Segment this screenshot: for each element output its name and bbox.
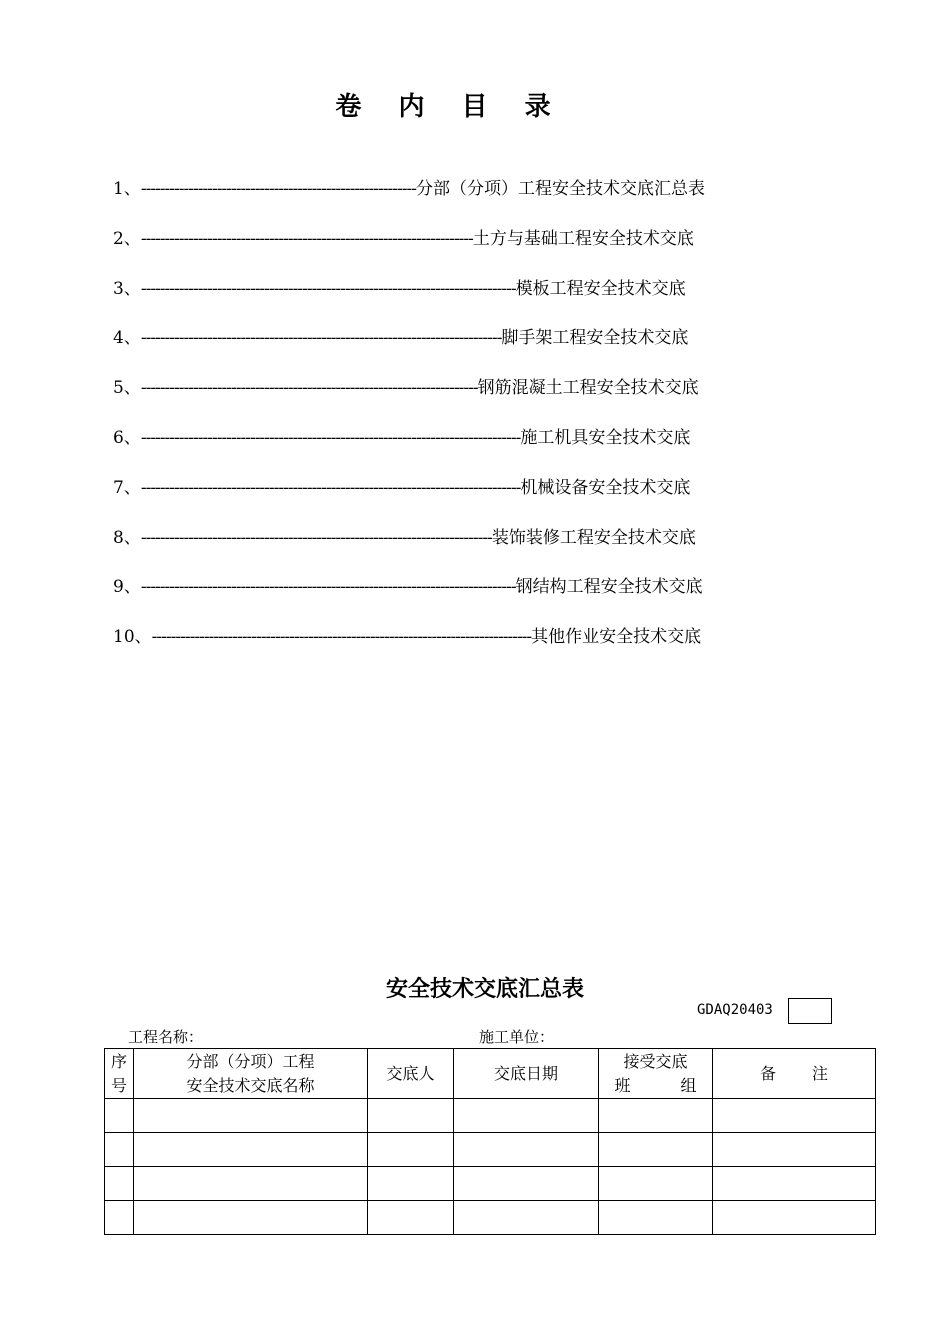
table-cell[interactable] xyxy=(134,1201,368,1235)
toc-item: 9、-------------------------------------------------------------------------------钢结构工程安全技术交底 xyxy=(113,577,703,597)
table-row xyxy=(105,1167,876,1201)
table-cell[interactable] xyxy=(599,1201,713,1235)
toc-item: 10、--------------------------------------------------------------------------------其他作业安全技术交底 xyxy=(113,627,702,647)
toc-item: 2、----------------------------------------------------------------------土方与基础工程安全技术交底 xyxy=(113,229,694,249)
table-cell[interactable] xyxy=(454,1133,599,1167)
table-cell[interactable] xyxy=(105,1133,134,1167)
toc-item: 5、-----------------------------------------------------------------------钢筋混凝土工程安全技术交底 xyxy=(113,378,699,398)
table-cell[interactable] xyxy=(454,1201,599,1235)
header-remark: 备 注 xyxy=(713,1049,876,1099)
table-cell[interactable] xyxy=(368,1167,454,1201)
form-code: GDAQ20403 xyxy=(697,1002,773,1018)
project-name-label: 工程名称： xyxy=(128,1028,204,1046)
toc-item: 3、-------------------------------------------------------------------------------模板工程安全技术交底 xyxy=(113,279,686,299)
header-team: 接受交底 班 组 xyxy=(599,1049,713,1099)
toc-item: 1、----------------------------------------------------------分部（分项）工程安全技术交底汇总表 xyxy=(113,179,705,199)
table-cell[interactable] xyxy=(134,1133,368,1167)
table-header-row xyxy=(105,1049,876,1099)
header-seq: 序 号 xyxy=(105,1049,134,1099)
table-cell[interactable] xyxy=(368,1099,454,1133)
table-cell[interactable] xyxy=(368,1133,454,1167)
table-cell[interactable] xyxy=(599,1167,713,1201)
table-cell[interactable] xyxy=(368,1201,454,1235)
table-cell[interactable] xyxy=(713,1133,876,1167)
toc-item: 7、--------------------------------------------------------------------------------机械设备安全技术交底 xyxy=(113,478,691,498)
table-cell[interactable] xyxy=(134,1167,368,1201)
table-cell[interactable] xyxy=(134,1099,368,1133)
summary-table-title: 安全技术交底汇总表 xyxy=(385,976,584,1002)
page-title: 卷 内 目 录 xyxy=(335,92,565,122)
table-cell[interactable] xyxy=(713,1167,876,1201)
table-cell[interactable] xyxy=(713,1099,876,1133)
table-row xyxy=(105,1133,876,1167)
form-code-box[interactable] xyxy=(788,998,832,1024)
construction-unit-label: 施工单位： xyxy=(479,1028,555,1046)
toc-item: 8、--------------------------------------------------------------------------装饰装修工程安全技术交底 xyxy=(113,528,696,548)
table-cell[interactable] xyxy=(454,1167,599,1201)
table-row xyxy=(105,1099,876,1133)
summary-table xyxy=(104,1048,876,1235)
table-cell[interactable] xyxy=(599,1133,713,1167)
table-cell[interactable] xyxy=(105,1099,134,1133)
table-cell[interactable] xyxy=(713,1201,876,1235)
header-person: 交底人 xyxy=(368,1049,454,1099)
table-cell[interactable] xyxy=(599,1099,713,1133)
table-cell[interactable] xyxy=(105,1201,134,1235)
table-cell[interactable] xyxy=(105,1167,134,1201)
header-item-name: 分部（分项）工程 安全技术交底名称 xyxy=(134,1049,368,1099)
table-row xyxy=(105,1201,876,1235)
toc-item: 4、----------------------------------------------------------------------------脚手架工程安全技术交底 xyxy=(113,328,689,348)
toc-item: 6、--------------------------------------------------------------------------------施工机具安全技术交底 xyxy=(113,428,691,448)
header-date: 交底日期 xyxy=(454,1049,599,1099)
table-cell[interactable] xyxy=(454,1099,599,1133)
